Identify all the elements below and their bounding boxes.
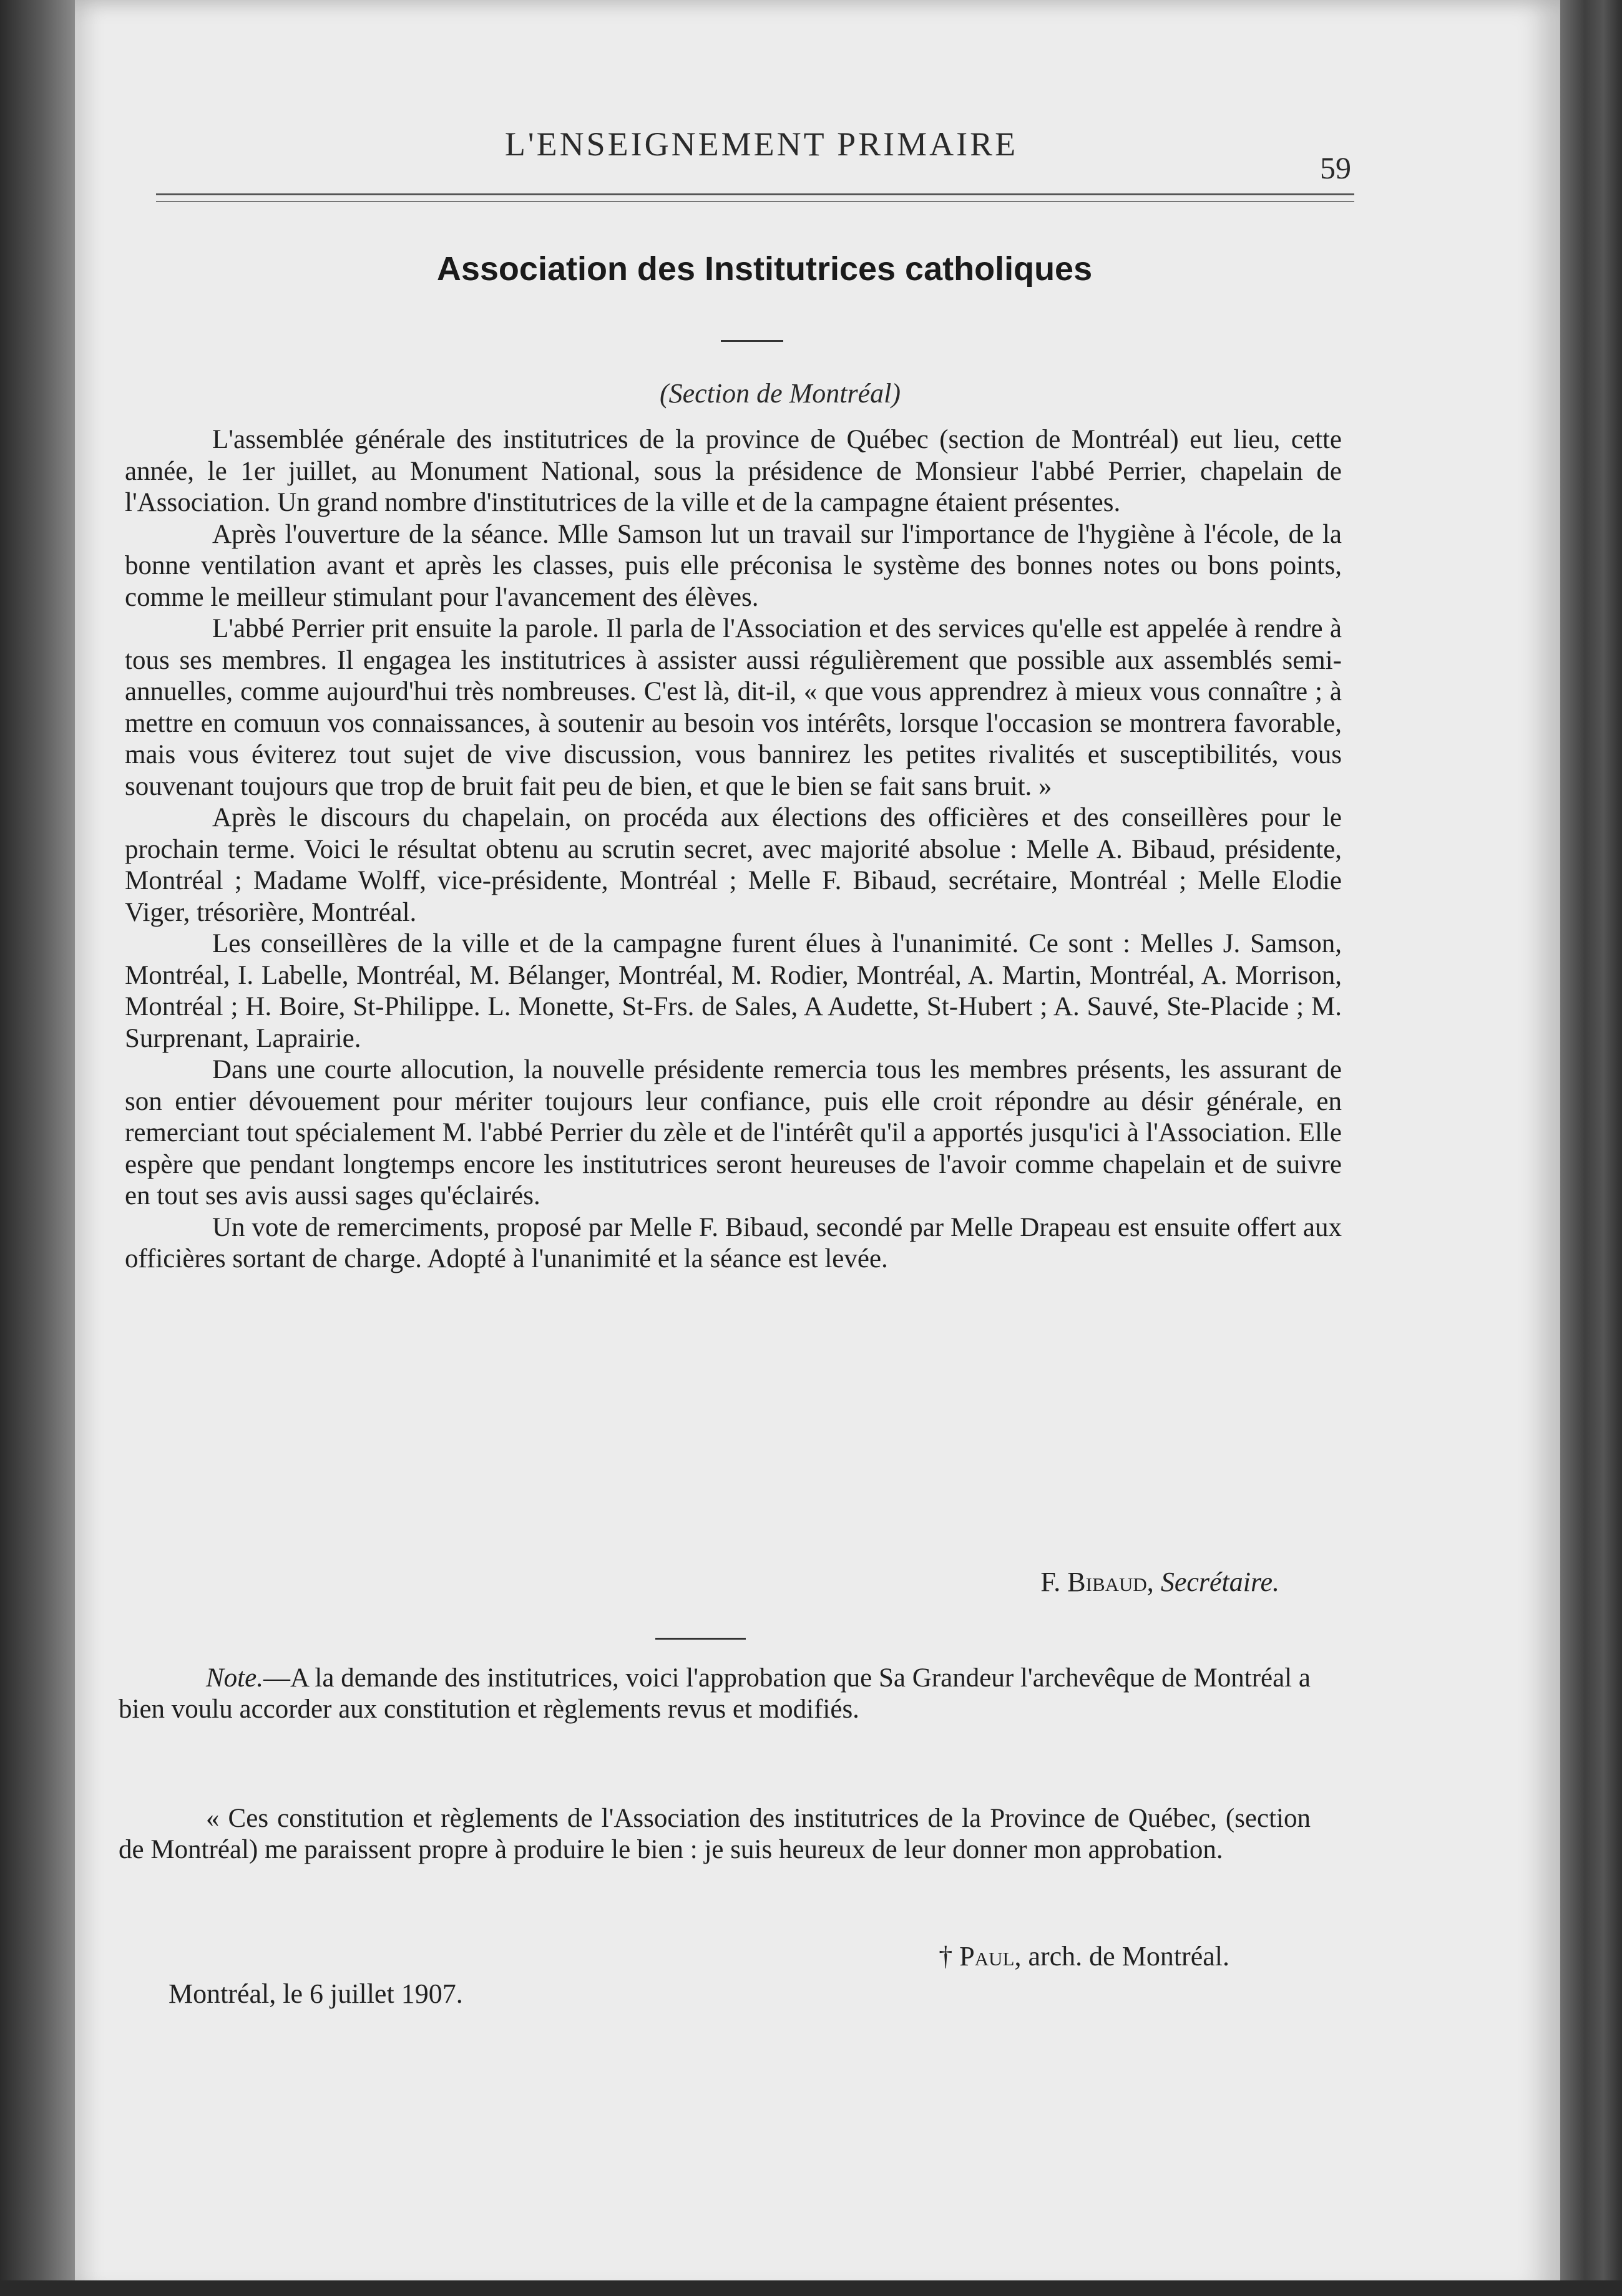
- scan-bottom-edge: [0, 2280, 1622, 2296]
- paragraph-6: Dans une courte allocution, la nouvelle présidente remercia tous les membres présents, les assurant de son entier dévouement pour mériter toujours leur confiance, puis elle croit répondre au désir générale, en remerciant tout spécialement M. l'abbé Perrier du zèle et de l'intérêt qu'il a apportés jusqu'ici à l'Association. Elle espère que pendant longtemps encore les institutrices seront heureuses de l'avoir comme chapelain et de suivre en tout ses avis aussi sages qu'éclairés.: [125, 1055, 1342, 1210]
- book-edge-right: [1560, 0, 1622, 2296]
- paragraph-3: L'abbé Perrier prit ensuite la parole. Il parla de l'Association et des services qu'elle est appelée à rendre à tous ses membres. Il engagea les institutrices à assister aussi régulièrement que possible aux assemblés semi-annuelles, comme aujourd'hui très nombreuses. C'est là, dit-il, « que vous apprendrez à mieux vous connaître ; à mettre en comuun vos connaissances, à soutenir au besoin vos intérêts, lorsque l'occasion se montrera favorable, mais vous éviterez tout sujet de vive discussion, vous bannirez les petites rivalités et susceptibilités, vous souvenant toujours que trop de bruit fait peu de bien, et que le bien se fait sans bruit. »: [125, 614, 1342, 801]
- signature-role: Secrétaire.: [1160, 1567, 1279, 1597]
- signature-name: F. Bibaud,: [1040, 1567, 1154, 1597]
- article-body: [125, 424, 1342, 1275]
- running-title: L'ENSEIGNEMENT PRIMAIRE: [504, 125, 1019, 163]
- signer-name: † Paul,: [939, 1941, 1022, 1972]
- section-divider: [655, 1638, 746, 1640]
- note-block: [119, 1663, 1311, 1725]
- article-title: Association des Institutrices catholiques: [436, 250, 1093, 288]
- note-lead: Note.: [206, 1663, 263, 1693]
- signer-title: arch. de Montréal.: [1028, 1941, 1229, 1972]
- approval-date: Montréal, le 6 juillet 1907.: [169, 1978, 463, 2009]
- archbishop-signature: [749, 1940, 1229, 1972]
- header-rule: [156, 193, 1354, 202]
- page-number: 59: [1320, 150, 1351, 185]
- note-text: —A la demande des institutrices, voici l'approbation que Sa Grandeur l'archevêque de Montréal a bien voulu accorder aux constitution et règlements revus et modifiés.: [119, 1663, 1311, 1724]
- secretary-signature: [811, 1566, 1279, 1598]
- paragraph-5: Les conseillères de la ville et de la campagne furent élues à l'unanimité. Ce sont : Melles J. Samson, Montréal, I. Labelle, Montréal, M. Bélanger, Montréal, M. Rodier, Montréal, A. Martin, Montréal, A. Morrison, Montréal ; H. Boire, St-Philippe. L. Monette, St-Frs. de Sales, A Audette, St-Hubert ; A. Sauvé, Ste-Placide ; M. Surprenant, Laprairie.: [125, 929, 1342, 1053]
- approval-quote: [119, 1803, 1311, 1865]
- paragraph-4: Après le discours du chapelain, on procéda aux élections des officières et des conseillères pour le prochain terme. Voici le résultat obtenu au scrutin secret, avec majorité absolue : Melle A. Bibaud, présidente, Montréal ; Madame Wolff, vice-présidente, Montréal ; Melle F. Bibaud, secrétaire, Montréal ; Melle Elodie Viger, trésorière, Montréal.: [125, 803, 1342, 927]
- paragraph-1: L'assemblée générale des institutrices de la province de Québec (section de Montréal) eut lieu, cette année, le 1er juillet, au Monument National, sous la présidence de Monsieur l'abbé Perrier, chapelain de l'Association. Un grand nombre d'institutrices de la ville et de la campagne étaient présentes.: [125, 425, 1342, 517]
- article-subtitle: (Section de Montréal): [659, 378, 901, 409]
- title-divider: [721, 340, 783, 342]
- paragraph-2: Après l'ouverture de la séance. Mlle Samson lut un travail sur l'importance de l'hygiène à l'école, de la bonne ventilation avant et après les classes, puis elle préconisa le système des bonnes notes ou bons points, comme le meilleur stimulant pour l'avancement des élèves.: [125, 519, 1342, 612]
- approval-quote-text: « Ces constitution et règlements de l'Association des institutrices de la Province de Québec, (section de Montréal) me paraissent propre à produire le bien : je suis heureux de leur donner mon approbation.: [119, 1804, 1311, 1864]
- book-gutter-left: [0, 0, 75, 2296]
- paragraph-7: Un vote de remerciments, proposé par Melle F. Bibaud, secondé par Melle Drapeau est ensuite offert aux officières sortant de charge. Adopté à l'unanimité et la séance est levée.: [125, 1212, 1342, 1273]
